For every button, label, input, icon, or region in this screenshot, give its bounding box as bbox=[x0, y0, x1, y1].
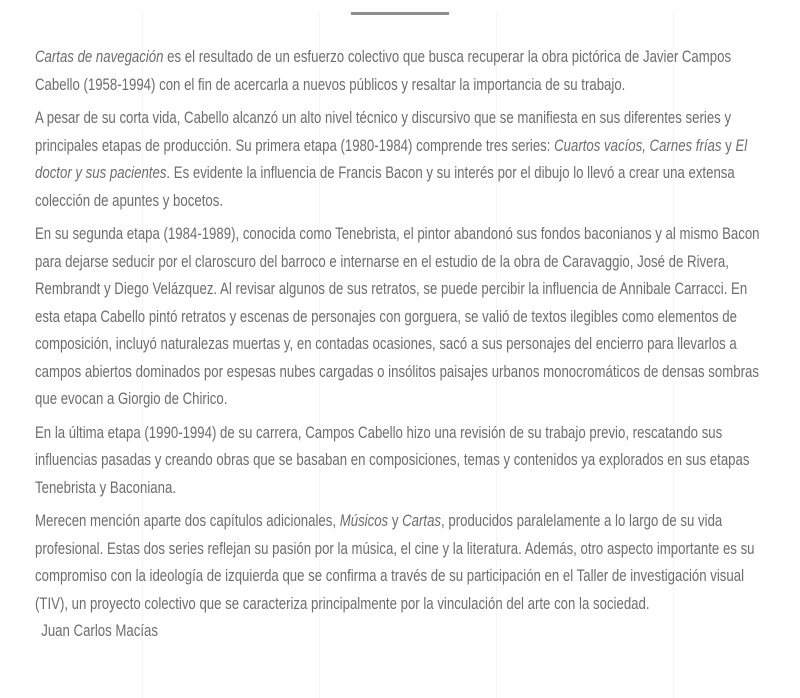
text-run: y bbox=[721, 135, 736, 155]
article bbox=[35, 43, 765, 645]
text-run: , producidos paralelamente a lo largo de su vida profesional. Estas dos series reflejan su pasión por la música, el cine y la literatura. Además, otro aspecto importante es su compromiso con la ideología de izquierda que se confirma a través de su participación en el Taller de investigación visual (TIV), un proyecto colectivo que se caracteriza principalmente por la vinculación del arte con la sociedad. bbox=[35, 511, 755, 613]
paragraph bbox=[35, 419, 765, 502]
text-run-italic: Cartas de navegación bbox=[35, 47, 164, 66]
document-page bbox=[0, 12, 800, 698]
text-run: A pesar de su corta vida, Cabello alcanzó un alto nivel técnico y discursivo que se manifiesta en sus diferentes series y principales etapas de producción. Su primera etapa (1980-1984) comprende tres series: bbox=[35, 108, 732, 155]
text-run: En la última etapa (1990-1994) de su carrera, Campos Cabello hizo una revisión de su trabajo previo, rescatando sus influencias pasadas y creando obras que se basaban en composiciones, temas y contenidos ya explorados en sus etapas Tenebrista y Baconiana. bbox=[35, 422, 750, 497]
paragraph bbox=[35, 220, 765, 413]
text-run: y bbox=[388, 511, 403, 530]
text-run-italic: Cuartos vacíos, Carnes frías bbox=[554, 135, 722, 155]
signature: Juan Carlos Macías bbox=[41, 621, 158, 640]
text-run: . Es evidente la influencia de Francis Bacon y su interés por el dibujo lo llevó a crear una extensa colección de apuntes y bocetos. bbox=[35, 163, 735, 210]
text-run-italic: El doctor y sus pacientes bbox=[35, 135, 748, 182]
text-run: es el resultado de un esfuerzo colectivo que busca recuperar la obra pictórica de Javier Campos Cabello (1958-1994) con el fin de acercarla a nuevos públicos y resaltar la importancia de su trabajo. bbox=[35, 47, 732, 94]
paragraph bbox=[35, 104, 765, 214]
text-run-italic: Cartas bbox=[402, 511, 442, 530]
top-divider bbox=[351, 12, 449, 15]
paragraph bbox=[35, 43, 765, 98]
text-run: En su segunda etapa (1984-1989), conocida como Tenebrista, el pintor abandonó sus fondos baconianos y al mismo Bacon para dejarse seducir por el claroscuro del barroco e internarse en el estudio de la obra de Caravaggio, José de Rivera, Rembrandt y Diego Velázquez. Al revisar algunos de sus retratos, se puede percibir la influencia de Annibale Carracci. En esta etapa Cabello pintó retratos y escenas de personajes con gorguera, se valió de textos ilegibles como elementos de composición, incluyó naturalezas muertas y, en contadas ocasiones, sacó a sus personajes del encierro para llevarlos a campos abiertos dominados por espesas nubes cargadas o insólitos paisajes urbanos monocromáticos de densas sombras que evocan a Giorgio de Chirico. bbox=[35, 224, 760, 408]
article-column bbox=[35, 43, 765, 645]
text-run: Merecen mención aparte dos capítulos adicionales, bbox=[35, 511, 340, 530]
paragraph bbox=[35, 507, 765, 617]
article-body bbox=[35, 43, 765, 617]
text-run-italic: Músicos bbox=[339, 511, 389, 530]
